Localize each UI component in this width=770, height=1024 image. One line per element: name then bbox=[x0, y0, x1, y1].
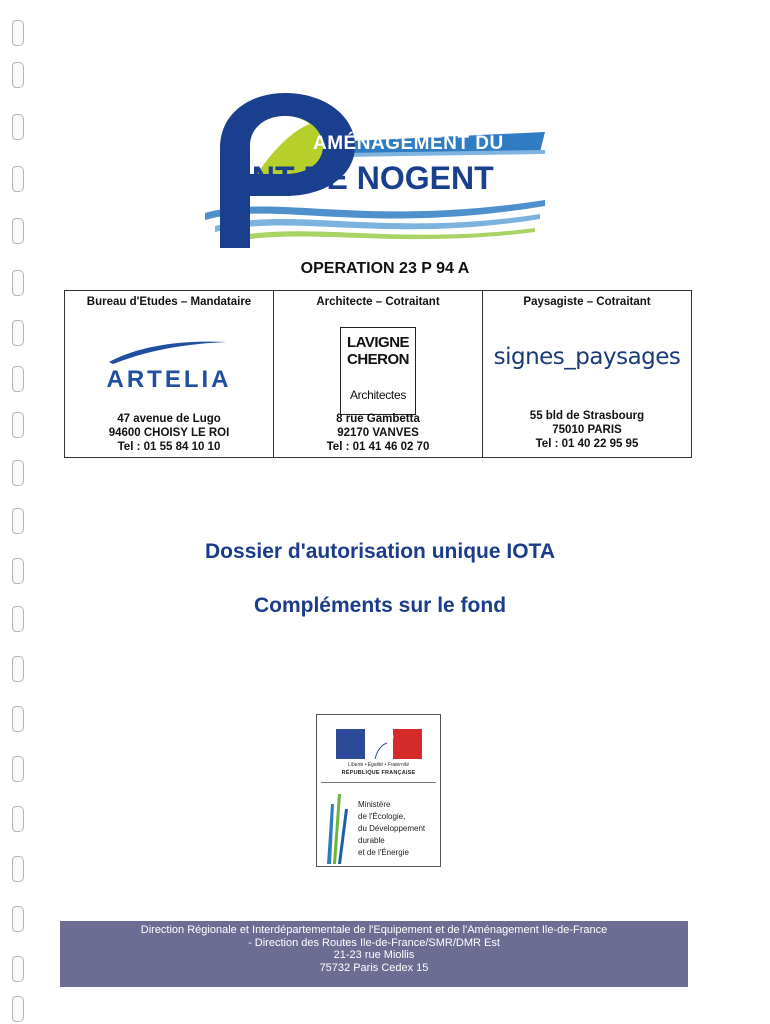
spiral-binding bbox=[12, 20, 26, 1020]
logo-line: CHERON bbox=[346, 351, 409, 368]
partners-table bbox=[64, 290, 692, 458]
ministry-stripes-icon bbox=[321, 789, 351, 864]
ministry-name bbox=[358, 799, 425, 859]
partner-cell-lavigne-cheron bbox=[274, 291, 483, 457]
address-line: 47 avenue de Lugo bbox=[117, 413, 221, 425]
address-line: Tel : 01 41 46 02 70 bbox=[326, 441, 430, 453]
ministry-line: durable bbox=[358, 836, 385, 845]
signes-paysages-wordmark: signes_paysages bbox=[493, 344, 681, 370]
partner-role: Paysagiste – Cotraitant bbox=[523, 296, 651, 308]
document-title: Dossier d'autorisation unique IOTA bbox=[205, 540, 555, 563]
divider bbox=[321, 782, 436, 783]
republic-motto: Liberté • Égalité • Fraternité bbox=[347, 762, 410, 768]
pont-de-nogent-logo bbox=[195, 88, 555, 248]
footer-line: - Direction des Routes Ile-de-France/SMR/DMR Est bbox=[248, 936, 500, 949]
logo-line: Architectes bbox=[349, 388, 407, 402]
partner-address bbox=[483, 409, 691, 451]
partner-cell-artelia bbox=[65, 291, 274, 457]
ministry-line: et de l'Énergie bbox=[358, 848, 409, 857]
logo-title-line2: ONT DE NOGENT bbox=[227, 160, 494, 196]
address-line: 75010 PARIS bbox=[552, 424, 622, 436]
partner-address bbox=[65, 412, 273, 454]
artelia-logo bbox=[65, 317, 273, 417]
partner-role: Architecte – Cotraitant bbox=[316, 296, 440, 308]
footer-address-band bbox=[60, 921, 688, 987]
footer-line: Direction Régionale et Interdépartementale de l'Equipement et de l'Aménagement Ile-de-France bbox=[140, 924, 608, 936]
footer-line: 21-23 rue Miollis bbox=[333, 949, 415, 961]
address-line: 8 rue Gambetta bbox=[336, 413, 420, 425]
partner-cell-signes-paysages bbox=[483, 291, 691, 457]
artelia-wordmark: ARTELIA bbox=[106, 366, 232, 393]
logo-line: LAVIGNE bbox=[346, 334, 410, 351]
artelia-swoosh-icon bbox=[109, 336, 229, 366]
lavigne-cheron-logo bbox=[274, 321, 482, 421]
address-line: 55 bld de Strasbourg bbox=[529, 410, 645, 422]
partner-address bbox=[274, 412, 482, 454]
address-line: 92170 VANVES bbox=[337, 427, 419, 439]
address-line: Tel : 01 55 84 10 10 bbox=[117, 441, 221, 453]
ministry-line: du Développement bbox=[358, 824, 426, 833]
address-line: 94600 CHOISY LE ROI bbox=[108, 427, 230, 439]
republic-label: RÉPUBLIQUE FRANÇAISE bbox=[341, 770, 416, 776]
operation-number: OPERATION 23 P 94 A bbox=[300, 260, 470, 277]
ministry-line: de l'Écologie, bbox=[358, 812, 406, 821]
partner-role: Bureau d'Etudes – Mandataire bbox=[86, 296, 252, 308]
logo-title-line1: AMÉNAGEMENT DU bbox=[313, 133, 504, 154]
signes-paysages-logo bbox=[483, 309, 691, 405]
marianne-icon bbox=[365, 729, 399, 759]
ministry-line: Ministère bbox=[358, 800, 391, 809]
footer-line: 75732 Paris Cedex 15 bbox=[319, 961, 429, 974]
document-subtitle: Compléments sur le fond bbox=[253, 594, 507, 617]
ministry-logo bbox=[316, 714, 441, 867]
address-line: Tel : 01 40 22 95 95 bbox=[535, 438, 639, 450]
